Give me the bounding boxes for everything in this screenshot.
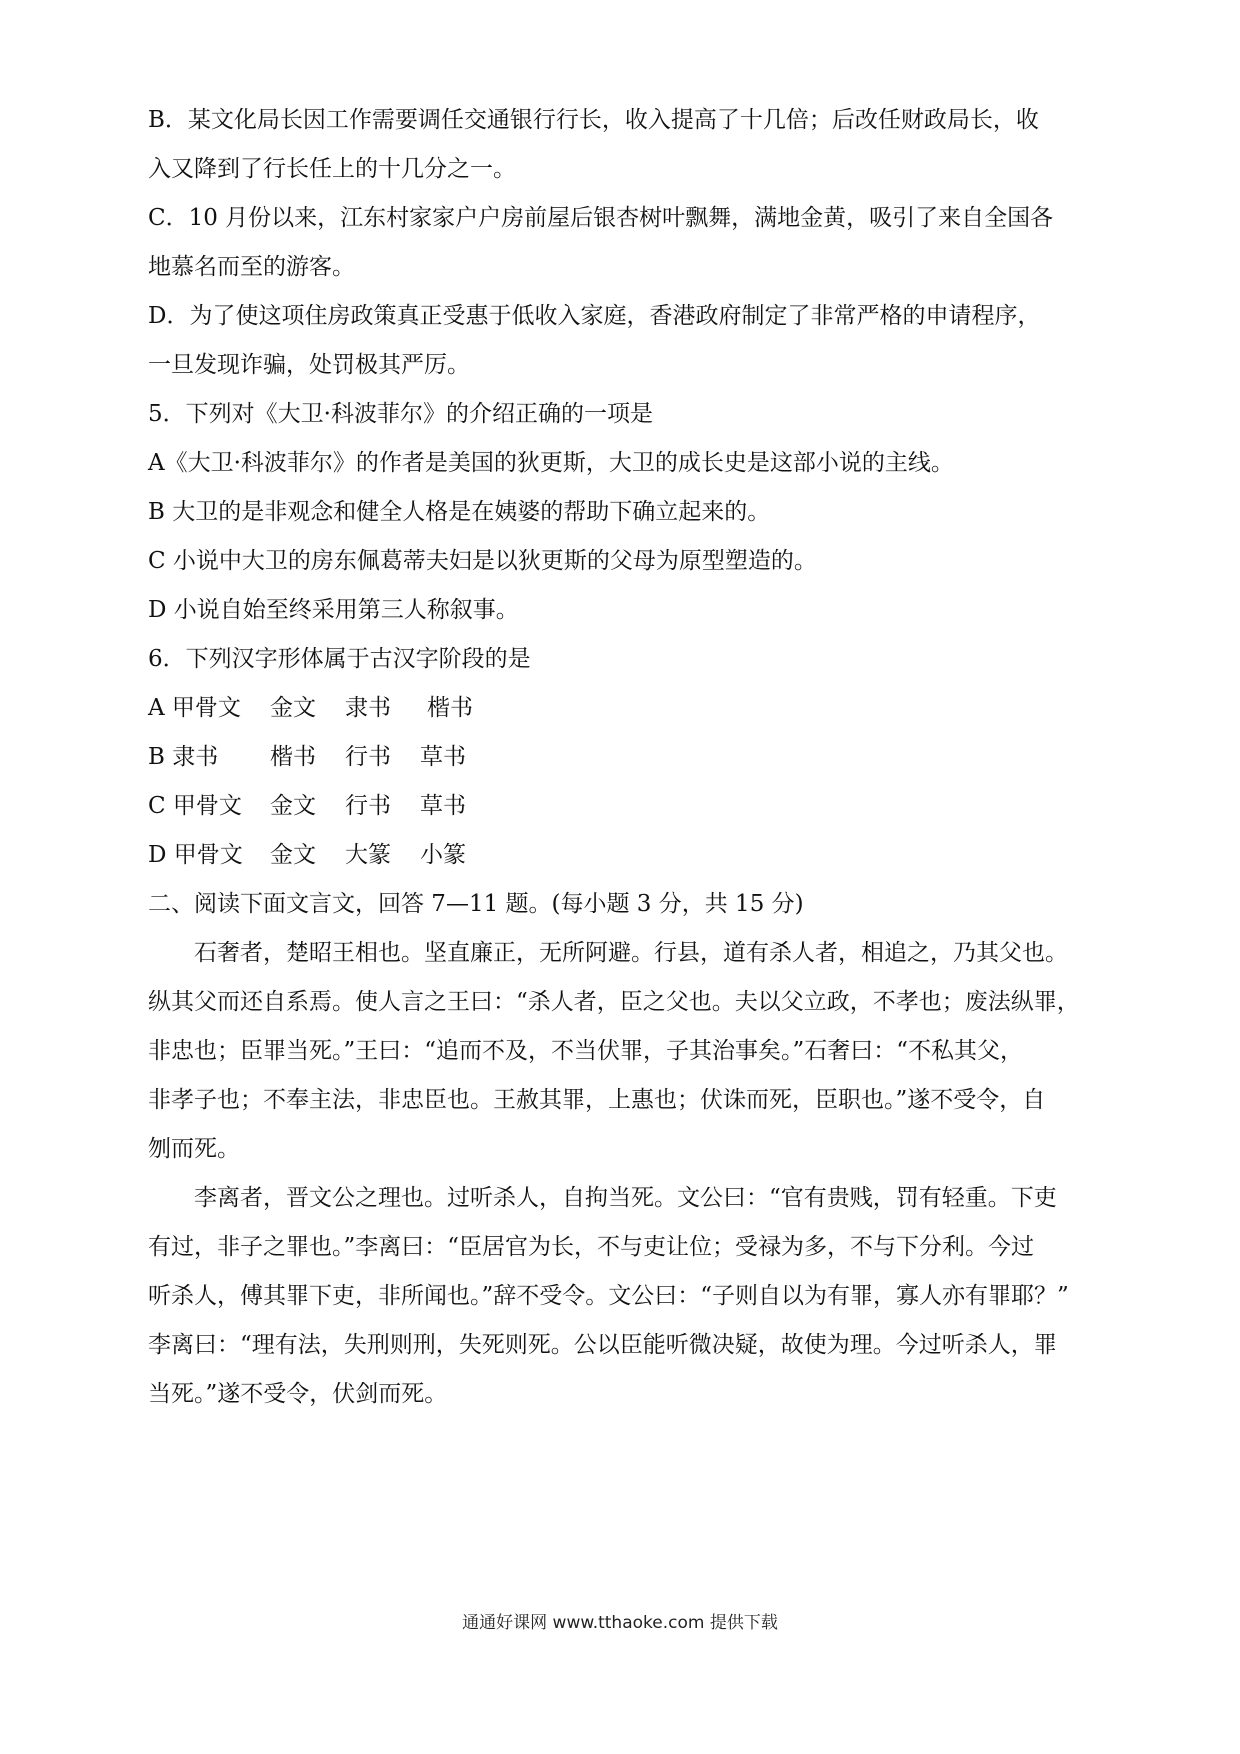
passage-line: 非忠也；臣罪当死。”王曰：“追而不及，不当伏罪，子其治事矣。”石奢曰：“不私其父，	[148, 1038, 1024, 1064]
passage-line: 纵其父而还自系焉。使人言之王曰：“杀人者，臣之父也。夫以父立政，不孝也；废法纵罪，	[148, 989, 1080, 1015]
q6-option-d-item: 大篆	[345, 842, 391, 868]
q4-option-c-line1: C．10 月份以来，江东村家家户户房前屋后银杏树叶飘舞，满地金黄，吸引了来自全国各	[148, 205, 1054, 231]
q5-stem: 5．下列对《大卫·科波菲尔》的介绍正确的一项是	[148, 401, 653, 427]
q4-option-d-line2: 一旦发现诈骗，处罚极其严厉。	[148, 352, 470, 378]
section2-heading: 二、阅读下面文言文，回答 7—11 题。(每小题 3 分，共 15 分)	[148, 891, 804, 917]
q6-option-c-item: 草书	[420, 793, 466, 819]
q6-option-d-item: 金文	[270, 842, 316, 868]
page-footer: 通通好课网 www.tthaoke.com 提供下载	[462, 1613, 778, 1633]
q6-option-a-item: 金文	[270, 695, 316, 721]
q4-option-c-line2: 地慕名而至的游客。	[148, 254, 355, 280]
q5-option-c: C 小说中大卫的房东佩葛蒂夫妇是以狄更斯的父母为原型塑造的。	[148, 548, 817, 574]
q4-option-b-line1: B．某文化局长因工作需要调任交通银行行长，收入提高了十几倍；后改任财政局长，收	[148, 107, 1039, 133]
q6-option-d-item: D 甲骨文	[148, 842, 243, 868]
passage-line: 听杀人，傅其罪下吏，非所闻也。”辞不受令。文公曰：“子则自以为有罪，寡人亦有罪耶？”	[148, 1283, 1069, 1309]
q6-option-a-item: 隶书	[345, 695, 391, 721]
q4-option-b-line2: 入又降到了行长任上的十几分之一。	[148, 156, 516, 182]
passage-line: 刎而死。	[148, 1136, 240, 1162]
passage-paragraph-1	[148, 929, 1120, 1174]
q6-option-a-item: 楷书	[427, 695, 473, 721]
q6-option-c-item: 金文	[270, 793, 316, 819]
passage-line: 李离者，晋文公之理也。过听杀人，自拘当死。文公曰：“官有贵贱，罚有轻重。下吏	[194, 1185, 1057, 1211]
document-body	[148, 96, 1120, 1419]
q6-option-c-item: C 甲骨文	[148, 793, 242, 819]
q6-option-b-item: 行书	[345, 744, 391, 770]
q6-option-c	[148, 782, 1120, 831]
passage-line: 石奢者，楚昭王相也。坚直廉正，无所阿避。行县，道有杀人者，相追之，乃其父也。	[194, 940, 1068, 966]
q5-option-a: A《大卫·科波菲尔》的作者是美国的狄更斯，大卫的成长史是这部小说的主线。	[148, 450, 954, 476]
q6-option-d-item: 小篆	[420, 842, 466, 868]
q6-option-b	[148, 733, 1120, 782]
q6-stem: 6．下列汉字形体属于古汉字阶段的是	[148, 646, 531, 672]
q5-option-b: B 大卫的是非观念和健全人格是在姨婆的帮助下确立起来的。	[148, 499, 771, 525]
passage-line: 非孝子也；不奉主法，非忠臣也。王赦其罪，上惠也；伏诛而死，臣职也。”遂不受令，自	[148, 1087, 1046, 1113]
q5-option-d: D 小说自始至终采用第三人称叙事。	[148, 597, 519, 623]
q6-option-a	[148, 684, 1120, 733]
passage-line: 李离曰：“理有法，失刑则刑，失死则死。公以臣能听微决疑，故使为理。今过听杀人，罪	[148, 1332, 1057, 1358]
passage-line: 当死。”遂不受令，伏剑而死。	[148, 1381, 448, 1407]
q6-option-b-item: B 隶书	[148, 744, 219, 770]
passage-paragraph-2	[148, 1174, 1120, 1419]
passage-line: 有过，非子之罪也。”李离曰：“臣居官为长，不与吏让位；受禄为多，不与下分利。今过	[148, 1234, 1035, 1260]
q6-option-c-item: 行书	[345, 793, 391, 819]
q6-option-d	[148, 831, 1120, 880]
q6-option-b-item: 楷书	[270, 744, 316, 770]
q4-option-d-line1: D．为了使这项住房政策真正受惠于低收入家庭，香港政府制定了非常严格的申请程序，	[148, 303, 1041, 329]
q6-option-a-item: A 甲骨文	[148, 695, 241, 721]
q6-option-b-item: 草书	[420, 744, 466, 770]
